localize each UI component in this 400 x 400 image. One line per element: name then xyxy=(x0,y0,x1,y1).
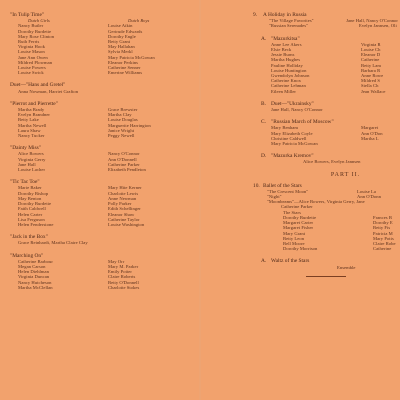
name: Ann O'Donnell xyxy=(108,156,137,162)
name: Martha Hughes xyxy=(271,57,301,63)
name: Nancy Butler xyxy=(18,23,44,29)
sub-act-title: "The Crescent Moon" xyxy=(267,188,309,194)
name-list xyxy=(10,259,192,290)
name: Eileen Miller xyxy=(271,88,297,94)
name: Barbara R xyxy=(361,67,381,73)
name: Helen Diehlman xyxy=(18,269,49,275)
name: Dorothy Burdette xyxy=(283,214,317,220)
name-row xyxy=(271,89,398,94)
name: Margaret Carter xyxy=(283,220,314,226)
name: Dorothy E xyxy=(373,220,393,226)
name: Anne Newman xyxy=(108,195,137,201)
performers: Jane Hall, Nancy O'Connor xyxy=(271,107,323,113)
name: Claire Robe xyxy=(373,240,396,246)
name: Betty Lake xyxy=(18,117,39,123)
section-number: 9. xyxy=(253,12,258,18)
right-page xyxy=(253,12,398,277)
name-row xyxy=(18,70,192,75)
name: Gwendolyn Johnson xyxy=(271,73,310,79)
left-page xyxy=(10,12,192,290)
name: Charlotte Lewis xyxy=(108,190,139,196)
name: Virginia Gerry xyxy=(18,156,46,162)
name: Louise Mason xyxy=(18,49,45,55)
name: Emerine Williams xyxy=(108,70,143,76)
section-number: 10. xyxy=(253,182,260,189)
section-title-text: "Mazurka Kremov" xyxy=(271,153,314,160)
name: Marguerite Harrington xyxy=(108,122,151,128)
name: Emily Potter xyxy=(108,269,132,275)
name: Elizabeth Pendleton xyxy=(108,167,146,173)
name: Mary Potts xyxy=(373,235,394,241)
name: Catherine Lehman xyxy=(271,83,306,89)
name-list xyxy=(10,23,192,75)
name: Stella Ch xyxy=(361,83,379,89)
performers: Jane Hall, Nancy O'Connor xyxy=(346,18,398,24)
section-title: "Pierrot and Pierrette" xyxy=(10,100,58,107)
name: Christine Caldwell xyxy=(271,135,307,141)
section-label: A. xyxy=(261,35,267,42)
name: Pauline Holliday xyxy=(271,62,303,68)
sub-act-title: "Night" xyxy=(267,194,282,200)
name: Catherine Barbour xyxy=(18,258,53,264)
name: Betty O'Donnell xyxy=(108,279,139,285)
name: Catherine Taylor xyxy=(108,216,140,222)
performers: "Moonbeams"—Alice Bowers, Virginia Gerry, Jane xyxy=(267,199,365,205)
sub-group-label: The Stars xyxy=(283,209,301,215)
name: Bell Moore xyxy=(283,240,305,246)
performers: Ensemble xyxy=(337,264,356,270)
name: Janice Wright xyxy=(108,127,135,133)
name: Elsie Beck xyxy=(271,47,292,53)
name: Louise Swick xyxy=(18,70,44,76)
name: Grace Brewster xyxy=(108,107,138,113)
name: Patricia M xyxy=(373,230,393,236)
name: Virginia Hook xyxy=(18,44,45,50)
name: Betty Lam xyxy=(361,62,381,68)
name: Dorothy Morrison xyxy=(283,246,318,252)
name: Marie Baker xyxy=(18,185,42,191)
name-list xyxy=(10,185,192,227)
name: Lisa Ferguson xyxy=(18,216,45,222)
name xyxy=(361,141,398,146)
name-list xyxy=(253,42,398,94)
name: Charlotte Stokes xyxy=(108,284,140,290)
name: Mildred S xyxy=(361,78,380,84)
name: Mildred Plowman xyxy=(18,59,53,65)
performers: Catherine Parker xyxy=(281,204,313,210)
name: Martha Clay xyxy=(108,112,132,118)
name: Mary M. Parker xyxy=(108,263,139,269)
name: Dorothy Bishop xyxy=(18,190,49,196)
name: Dorothy Burdette xyxy=(18,201,52,207)
performers: Alice Bowers, Evelyn Jannsen xyxy=(303,159,361,165)
name: May Benton xyxy=(18,195,42,201)
name: Martha Brady xyxy=(18,107,45,113)
name: Alice Bowers xyxy=(18,151,44,157)
name: Eleanor Perkins xyxy=(108,59,138,65)
name: Anne Lee Akers xyxy=(271,41,302,47)
name-list xyxy=(10,107,192,138)
name: Virginia R xyxy=(361,41,381,47)
section-label: C. xyxy=(261,119,266,126)
name: Laura Shaw xyxy=(18,127,41,133)
performers: Evelyn Jannsen, Oli xyxy=(359,23,397,29)
name: Catherine Parker xyxy=(108,161,140,167)
name: Evelyn Brandner xyxy=(18,112,51,118)
name: Jessie Burns xyxy=(271,52,295,58)
name: Eleanor Shaw xyxy=(108,211,135,217)
name-list xyxy=(253,215,398,251)
performers: Anna Nowman, Harriet Grafton xyxy=(18,88,79,94)
name-row xyxy=(271,141,398,146)
performers: Ann O'Donn xyxy=(357,194,381,200)
name: Peggy Newell xyxy=(108,133,135,139)
name: Nancy O'Connor xyxy=(108,151,140,157)
name: May Orr xyxy=(108,258,125,264)
section-title: Duet—"Hans and Gretel" xyxy=(10,82,66,89)
name: Dorothy Engle xyxy=(108,33,136,39)
section-title: "In Tulip Time" xyxy=(10,12,45,18)
name: Betty Fis xyxy=(373,225,391,231)
name: Betty Leon xyxy=(283,235,305,241)
name: Mary Elizabeth Coyle xyxy=(271,130,313,136)
name: Mary Patricia McGowan xyxy=(108,54,155,60)
section-label: B. xyxy=(261,100,266,107)
performers: Louise La xyxy=(357,188,376,194)
section-title-text: Ballet of the Stars xyxy=(263,182,302,189)
page-fold xyxy=(199,0,201,400)
section-title: "Marching On" xyxy=(10,252,44,259)
name-row xyxy=(18,222,192,227)
section-title-text: "Mazurkitsa" xyxy=(271,35,300,42)
name: Megan Carson xyxy=(18,263,46,269)
name: Anne Rowe xyxy=(361,73,384,79)
name: Jean Wallace xyxy=(361,88,386,94)
divider-rule xyxy=(306,276,346,277)
name: Polly Parker xyxy=(108,201,132,207)
name: Faith Caldwell xyxy=(18,206,46,212)
name: Gertrude Edwards xyxy=(108,28,143,34)
name: Helen Carter xyxy=(18,211,43,217)
section-title: "Jack in the Box" xyxy=(10,234,48,241)
name: Mary Patricia McGowan xyxy=(271,141,318,147)
name-list xyxy=(253,125,398,146)
section-label: D. xyxy=(261,153,267,160)
name: May Hallahan xyxy=(108,44,135,50)
section-title-text: "Russian March of Moscow" xyxy=(271,119,334,126)
section-title: "Dainty Miss" xyxy=(10,145,41,152)
subheader: Dutch Girls xyxy=(28,18,50,24)
section-label: A. xyxy=(261,258,267,265)
performers: Grace Reinhardt, Martha Claire Clay xyxy=(18,240,88,246)
sub-act-title: "Russian Serenades" xyxy=(269,23,309,29)
name: Martha McClellan xyxy=(18,284,53,290)
name-list xyxy=(10,151,192,172)
name: Edith Schellinger xyxy=(108,206,141,212)
name: Louise Aikin xyxy=(108,23,133,29)
name: Ann O'Don xyxy=(361,130,383,136)
name: Martha Newell xyxy=(18,122,47,128)
subheader: Dutch Boys xyxy=(128,18,150,24)
name-row xyxy=(18,133,192,138)
name: Louise Washington xyxy=(108,221,145,227)
name-row xyxy=(283,246,398,251)
name: Jane Hall xyxy=(18,161,36,167)
name: Sylvia Merkl xyxy=(108,49,133,55)
name: Louise Powers xyxy=(18,65,46,71)
name: Eleanor D xyxy=(361,52,381,58)
name: Margaret xyxy=(361,125,379,131)
section-title-text: A Holiday in Russia xyxy=(263,12,307,18)
name: Catherine xyxy=(373,246,392,252)
name: Louise Douglas xyxy=(108,117,138,123)
name: Louise Huntington xyxy=(271,67,307,73)
sub-act-row xyxy=(253,23,398,28)
name: Louise Ch xyxy=(361,47,381,53)
name: Jane Ann Owen xyxy=(18,54,48,60)
section-title-text: Waltz of the Stars xyxy=(271,258,310,265)
name: Frances B xyxy=(373,214,392,220)
section-title-text: Duet—"Ukrainsky" xyxy=(271,100,314,107)
section-title: "Tic Tac Toe" xyxy=(10,179,40,186)
name: Ruth Ferris xyxy=(18,39,40,45)
name: Catherine xyxy=(361,57,380,63)
name: Claire Roberts xyxy=(108,274,136,280)
name: Helen Fenderstone xyxy=(18,221,54,227)
name: Mary Hite Kerner xyxy=(108,185,142,191)
name: Martha L xyxy=(361,135,379,141)
name: Mary Benham xyxy=(271,125,298,131)
name: Betty Grant xyxy=(108,39,131,45)
part-heading: PART II. xyxy=(330,171,361,178)
name: Virginia Duncan xyxy=(18,274,50,280)
name: Margaret Fisher xyxy=(283,225,314,231)
name-row xyxy=(18,285,192,290)
name: Nancy Hutcheson xyxy=(18,279,52,285)
name: Dorothy Burdette xyxy=(18,28,52,34)
name-row xyxy=(18,167,192,172)
name: Louise Lacher xyxy=(18,167,46,173)
name: Catherine Knox xyxy=(271,78,301,84)
name: Mary Grant xyxy=(283,230,306,236)
name: Mary Rose Clinton xyxy=(18,33,55,39)
name: Catherine Senner xyxy=(108,65,141,71)
sub-act-title: "The Village Favorites" xyxy=(269,18,314,24)
name: Nancy Tucker xyxy=(18,133,45,139)
